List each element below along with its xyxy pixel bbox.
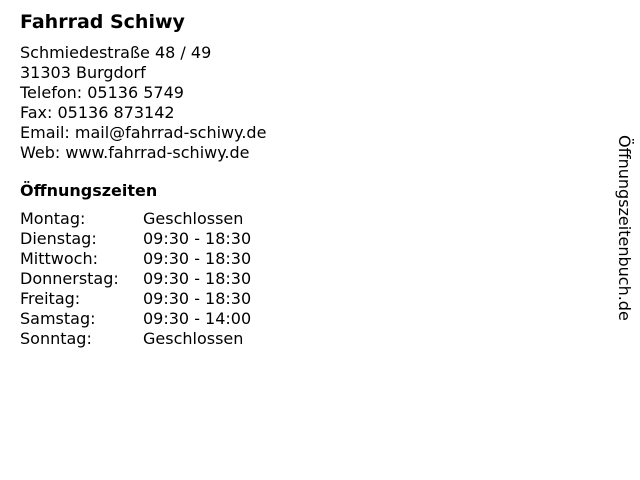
phone-number: Telefon: 05136 5749: [20, 83, 184, 102]
business-name: Fahrrad Schiwy: [20, 11, 185, 33]
postal-city: 31303 Burgdorf: [20, 63, 146, 82]
hours-row-friday: [20, 289, 580, 309]
day-hours: 09:30 - 18:30: [143, 249, 252, 268]
hours-row-sunday: [20, 329, 580, 349]
vertical-brand-text: Öffnungszeitenbuch.de: [615, 135, 634, 321]
day-label: Donnerstag:: [20, 269, 119, 288]
hours-row-saturday: [20, 309, 580, 329]
day-hours: 09:30 - 18:30: [143, 229, 252, 248]
hours-row-monday: [20, 209, 580, 229]
day-label: Mittwoch:: [20, 249, 98, 268]
hours-row-thursday: [20, 269, 580, 289]
day-hours: 09:30 - 18:30: [143, 269, 252, 288]
hours-row-wednesday: [20, 249, 580, 269]
street-address: Schmiedestraße 48 / 49: [20, 43, 212, 62]
hours-row-tuesday: [20, 229, 580, 249]
opening-hours-table: [20, 209, 580, 349]
day-hours: Geschlossen: [143, 329, 244, 348]
day-label: Samstag:: [20, 309, 96, 328]
day-label: Freitag:: [20, 289, 81, 308]
day-label: Sonntag:: [20, 329, 92, 348]
day-label: Dienstag:: [20, 229, 97, 248]
email-address: Email: mail@fahrrad-schiwy.de: [20, 123, 267, 142]
opening-hours-heading: Öffnungszeiten: [20, 181, 158, 200]
day-label: Montag:: [20, 209, 86, 228]
fax-number: Fax: 05136 873142: [20, 103, 175, 122]
business-card: [20, 10, 580, 349]
day-hours: 09:30 - 14:00: [143, 309, 252, 328]
day-hours: 09:30 - 18:30: [143, 289, 252, 308]
day-hours: Geschlossen: [143, 209, 244, 228]
address-block: [20, 43, 580, 163]
website-address: Web: www.fahrrad-schiwy.de: [20, 143, 250, 162]
